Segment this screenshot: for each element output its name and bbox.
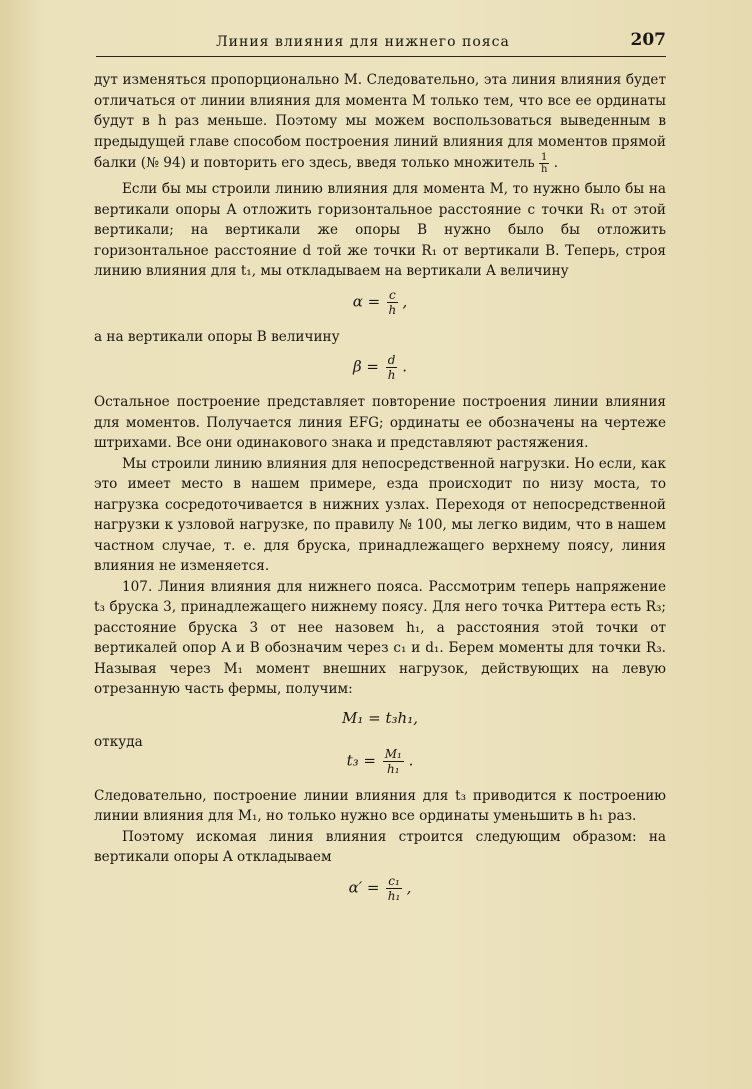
paragraph-5: Мы строили линию влияния для непосредственной нагрузки. Но если, как это имеет место в нашем примере, езда происходит по низу моста, то нагрузка сосредоточивается в нижних узлах. Переходя от непосредственной нагрузки к узловой нагрузке, по правилу № 100, мы легко видим, что в нашем частном случае, т. е. для бруска, принадлежащего верхнему поясу, линия влияния не изменяется. xyxy=(94,455,666,574)
paragraph-8: Поэтому искомая линия влияния строится следующим образом: на вертикали опоры A откладываем xyxy=(94,828,666,865)
paragraph-4: Остальное построение представляет повторение построения линии влияния для моментов. Получается линия EFG; ординаты ее обозначены на чертеже штрихами. Все они одинакового знака и представляют растяжения. xyxy=(94,394,666,451)
formula-alpha: α = $\frac{c}{h}$ , xyxy=(352,287,408,317)
word-otkuda: откуда xyxy=(94,734,143,750)
paragraph-7: Следовательно, построение линии влияния для t₃ приводится к построению линии влияния для M₁, но только нужно все ординаты уменьшить в h₁ раз. xyxy=(94,787,666,824)
paragraph-6: 107. Линия влияния для нижнего пояса. Рассмотрим теперь напряжение t₃ бруска 3, принадлежащего нижнему поясу. Для него точка Риттера есть R₃; расстояние бруска 3 от нее назовем h₁, а расстояния этой точки от вертикалей опор A и B обозначим через c₁ и d₁. Берем моменты для точки R₃. Называя через M₁ момент внешних нагрузок, действующих на левую отрезанную часть фермы, получим: xyxy=(94,578,666,697)
formula-moment: M₁ = t₃h₁, xyxy=(342,708,418,727)
running-header xyxy=(96,30,666,57)
paragraph-1: дут изменяться пропорционально M. Следовательно, эта линия влияния будет отличаться от линии влияния для момента M только тем, что все ее ординаты будут в h раз меньше. Поэтому мы можем воспользоваться выведенным в предыдущей главе способом построения линий влияния для моментов прямой балки (№ 94) и повторить его здесь, введя только множитель $\frac{1}{h}$ . xyxy=(94,72,666,175)
inline-fraction: $\frac{1}{h}$ xyxy=(540,152,548,175)
paragraph-3: а на вертикали опоры B величину xyxy=(94,328,340,345)
formula-beta: β = $\frac{d}{h}$ . xyxy=(352,353,408,382)
formula-t3: t₃ = $\frac{\text{M₁}}{\text{h₁}}$ . xyxy=(346,746,414,776)
body-text xyxy=(94,70,666,913)
formula-alpha-prime: α′ = $\frac{\text{c₁}}{\text{h₁}}$ , xyxy=(348,873,412,903)
header-title: Линия влияния для нижнего пояса xyxy=(216,34,510,50)
page-number: 207 xyxy=(630,30,666,50)
paragraph-2: Если бы мы строили линию влияния для момента M, то нужно было бы на вертикали опоры A отложить горизонтальное расстояние c точки R₁ от этой вертикали; на вертикали же опоры B нужно было бы отложить горизонтальное расстояние d той же точки R₁ от вертикали B. Теперь, строя линию влияния для t₁, мы откладываем на вертикали A величину xyxy=(94,181,666,279)
